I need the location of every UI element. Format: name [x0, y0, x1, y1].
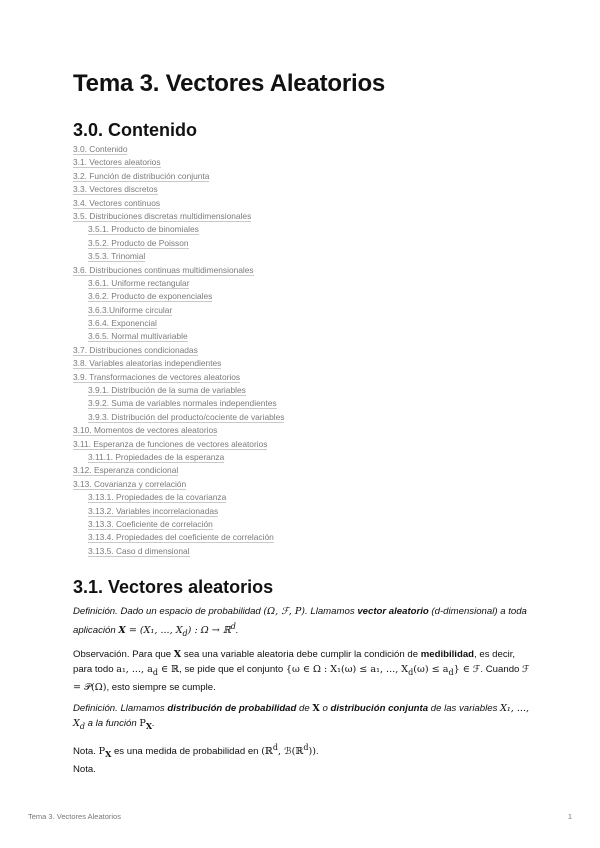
observation-measurability: Observación. Para que X sea una variable aleatoria debe cumplir la condición de medibilidad, es decir, para todo a₁, ..., $a_d$ ∈ ℝ, se pide que el conjunto {ω ∈ Ω : X₁(ω) ≤ a₁, ..., $X_d(\omega) \le a_d$} ∈ ℱ. Cuando ℱ = 𝒫(Ω), esto siempre se cumple. — [73, 649, 530, 693]
toc-link[interactable]: 3.13.4. Propiedades del coeficiente de correlación — [88, 532, 274, 543]
toc-link[interactable]: 3.9.2. Suma de variables normales independientes — [88, 398, 277, 409]
footer-title: Tema 3. Vectores Aleatorios — [28, 812, 121, 821]
toc-link[interactable]: 3.0. Contenido — [73, 144, 128, 154]
toc-link[interactable]: 3.10. Momentos de vectores aleatorios — [73, 425, 218, 436]
toc-link[interactable]: 3.11. Esperanza de funciones de vectores aleatorios — [73, 438, 268, 449]
toc-link[interactable]: 3.9.3. Distribución del producto/cociente de variables — [88, 411, 285, 422]
toc-heading: 3.0. Contenido — [73, 120, 198, 140]
section-body — [73, 604, 533, 777]
definition-joint-distribution: Definición. Llamamos distribución de probabilidad de X o distribución conjunta de las variables X₁, ..., $X_d$ a la función $P_X$. — [73, 703, 530, 731]
toc-link[interactable]: 3.13. Covarianza y correlación — [73, 478, 187, 489]
toc-link[interactable]: 3.5.2. Producto de Poisson — [88, 237, 189, 248]
toc-link[interactable]: 3.13.3. Coeficiente de correlación — [88, 518, 213, 529]
page-number: 1 — [567, 812, 572, 821]
toc-link[interactable]: 3.1. Vectores aleatorios — [73, 157, 161, 168]
toc-link[interactable]: 3.12. Esperanza condicional — [73, 465, 179, 476]
toc-link[interactable]: 3.8. Variables aleatorias independientes — [73, 358, 222, 369]
toc-link[interactable]: 3.4. Vectores continuos — [73, 197, 161, 208]
toc-link[interactable]: 3.6. Distribuciones continuas multidimensionales — [73, 264, 254, 275]
toc-link[interactable]: 3.6.1. Uniforme rectangular — [88, 277, 190, 288]
table-of-contents — [73, 143, 284, 558]
toc-link[interactable]: 3.7. Distribuciones condicionadas — [73, 344, 198, 355]
toc-link[interactable]: 3.6.4. Exponencial — [88, 318, 157, 329]
toc-link[interactable]: 3.5. Distribuciones discretas multidimensionales — [73, 210, 252, 221]
note-empty: Nota. — [73, 764, 96, 775]
definition-random-vector: Definición. Dado un espacio de probabilidad (Ω, ℱ, P). Llamamos vector aleatorio (d-dimensional) a toda aplicación X = (X₁, ..., $X_d$) : Ω → ℝ$^d$. — [73, 606, 527, 639]
toc-link[interactable]: 3.3. Vectores discretos — [73, 184, 158, 195]
section-heading: 3.1. Vectores aleatorios — [73, 577, 274, 597]
toc-link[interactable]: 3.13.2. Variables incorrelacionadas — [88, 505, 219, 516]
toc-link[interactable]: 3.13.1. Propiedades de la covarianza — [88, 492, 227, 503]
toc-link[interactable]: 3.5.3. Trinomial — [88, 251, 146, 262]
toc-link[interactable]: 3.6.5. Normal multivariable — [88, 331, 188, 342]
toc-link[interactable]: 3.5.1. Producto de binomiales — [88, 224, 199, 235]
toc-link[interactable]: 3.6.3.Uniforme circular — [88, 304, 173, 315]
toc-link[interactable]: 3.2. Función de distribución conjunta — [73, 170, 210, 181]
note-probability-measure: Nota. $P_X$ es una medida de probabilidad en (ℝ$^d$, ℬ(ℝ$^d$)). — [73, 742, 319, 759]
toc-link[interactable]: 3.9.1. Distribución de la suma de variables — [88, 385, 246, 396]
toc-link[interactable]: 3.13.5. Caso d dimensional — [88, 545, 190, 556]
page-title: Tema 3. Vectores Aleatorios — [73, 70, 386, 97]
toc-link[interactable]: 3.6.2. Producto de exponenciales — [88, 291, 213, 302]
toc-link[interactable]: 3.9. Transformaciones de vectores aleatorios — [73, 371, 241, 382]
page-footer — [28, 812, 572, 821]
toc-link[interactable]: 3.11.1. Propiedades de la esperanza — [88, 451, 225, 462]
